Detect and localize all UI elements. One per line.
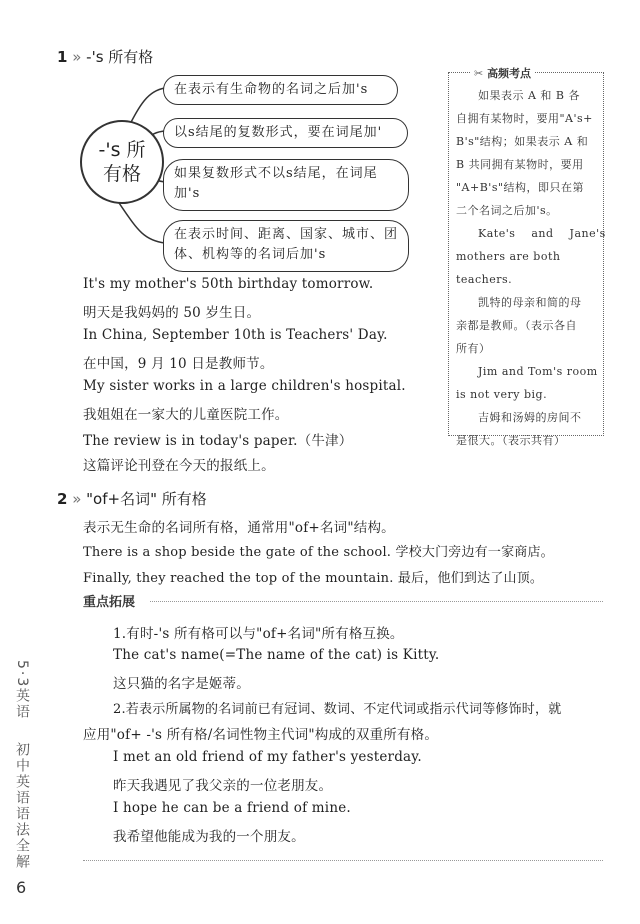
example-1-en: It's my mother's 50th birthday tomorrow.	[83, 276, 374, 292]
section-arrow-icon: »	[67, 490, 87, 508]
key-point-content	[456, 84, 606, 452]
scissors-icon: ✂	[474, 67, 484, 80]
mindmap-bubble-4: 在表示时间、距离、国家、城市、团体、机构等的名词后加's	[163, 220, 409, 272]
section-2-example-2: Finally, they reached the top of the mountain. 最后，他们到达了山顶。	[83, 571, 544, 586]
key-point-title-wrap	[470, 65, 535, 81]
key-point-line: B's"结构；如果表示 A 和	[456, 135, 589, 148]
example-4-en: The review is in today's paper.（牛津）	[83, 433, 353, 449]
section-1-number: 1	[57, 48, 68, 66]
section-2-example-1: There is a shop beside the gate of the school. 学校大门旁边有一家商店。	[83, 545, 554, 560]
mindmap-bubble-2: 以s结尾的复数形式，要在词尾加'	[163, 118, 408, 148]
section-1-title: -'s 所有格	[86, 48, 154, 66]
example-4-zh: 这篇评论刊登在今天的报纸上。	[83, 458, 275, 474]
example-1-zh: 明天是我妈妈的 50 岁生日。	[83, 305, 261, 321]
mindmap-bubble-3: 如果复数形式不以s结尾，在词尾加's	[163, 159, 409, 211]
expand-line: I met an old friend of my father's yesterday.	[113, 749, 422, 765]
key-point-line: 所有）	[456, 342, 491, 355]
expand-line: 应用"of+ -'s 所有格/名词性物主代词"构成的双重所有格。	[83, 727, 439, 743]
key-point-line: Jim and Tom's room	[478, 365, 598, 378]
key-point-line: is not very big.	[456, 388, 548, 401]
expand-heading: 重点拓展	[83, 595, 136, 610]
section-2-rule: 表示无生命的名词所有格，通常用"of+名词"结构。	[83, 520, 395, 536]
section-2-title: "of+名词" 所有格	[86, 490, 207, 508]
example-3-zh: 我姐姐在一家大的儿童医院工作。	[83, 407, 289, 423]
key-point-line: B 共同拥有某物时，要用	[456, 158, 584, 171]
expand-line: 2.若表示所属物的名词前已有冠词、数词、不定代词或指示代词等修饰时，就	[113, 702, 562, 717]
bottom-rule	[83, 860, 603, 861]
page-number: 6	[16, 878, 27, 897]
key-point-line: 是很大。（表示共有）	[456, 434, 566, 447]
key-point-line: 二个名词之后加's。	[456, 204, 558, 217]
key-point-line: 如果表示 A 和 B 各	[478, 89, 581, 102]
expand-heading-rule	[150, 601, 603, 602]
expand-line: 昨天我遇见了我父亲的一位老朋友。	[113, 778, 333, 794]
key-point-line: 自拥有某物时，要用"A's+	[456, 112, 593, 125]
expand-line: 1.有时-'s 所有格可以与"of+名词"所有格互换。	[113, 626, 404, 642]
example-3-en: My sister works in a large children's hospital.	[83, 378, 406, 394]
mindmap-bubble-1: 在表示有生命物的名词之后加's	[163, 75, 398, 105]
example-2-en: In China, September 10th is Teachers' Day.	[83, 327, 388, 343]
section-arrow-icon: »	[67, 48, 87, 66]
section-2-number: 2	[57, 490, 68, 508]
expand-line: 我希望他能成为我的一个朋友。	[113, 829, 305, 845]
key-point-line: 凯特的母亲和简的母	[478, 296, 582, 309]
key-point-line: Kate's and Jane's	[478, 227, 606, 240]
mindmap-center-line-1: -'s 所	[98, 139, 146, 161]
expand-line: I hope he can be a friend of mine.	[113, 800, 351, 816]
book-title: 5·3英语	[14, 660, 30, 721]
key-point-line: "A+B's"结构，即只在第	[456, 181, 585, 194]
mindmap-center	[80, 120, 164, 204]
example-2-zh: 在中国，9 月 10 日是教师节。	[83, 356, 274, 372]
expand-line: 这只猫的名字是姬蒂。	[113, 676, 250, 692]
key-point-line: 吉姆和汤姆的房间不	[478, 411, 582, 424]
mindmap-center-line-2: 有格	[102, 163, 141, 185]
key-point-title: 高频考点	[487, 67, 532, 80]
section-2-heading	[57, 488, 207, 509]
expand-line: The cat's name(=The name of the cat) is Kitty.	[113, 647, 440, 663]
book-subtitle: 初中英语语法全解	[14, 742, 30, 870]
key-point-line: 亲都是教师。（表示各自	[456, 319, 577, 332]
key-point-line: mothers are both teachers.	[456, 250, 561, 286]
